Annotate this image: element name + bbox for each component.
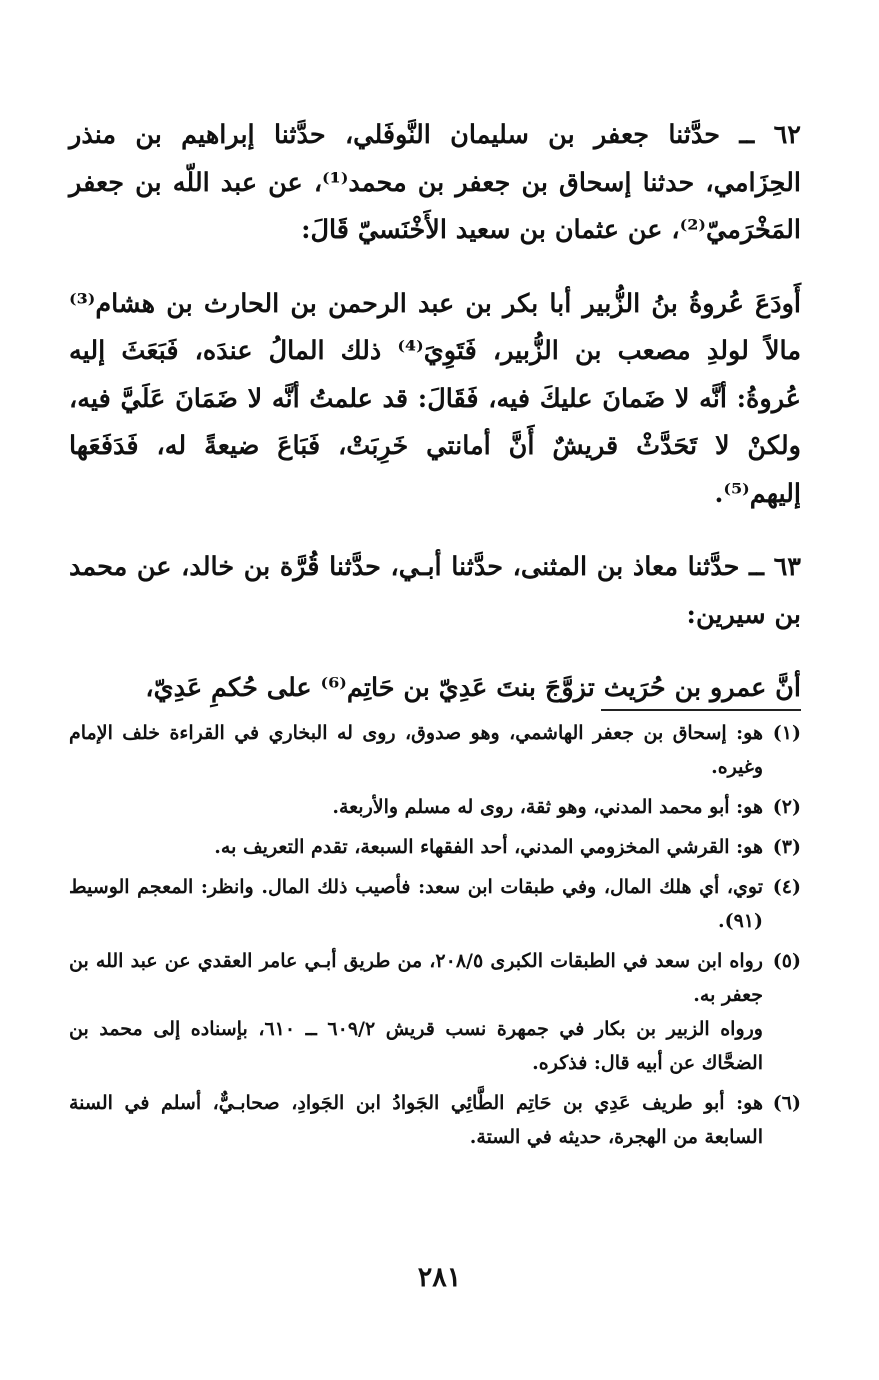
footnote-number: (٥) [772,950,801,972]
footnote-5 [69,944,801,1080]
hadith-63-text: أنَّ عمرو بن حُرَيث تزوَّجَ بنتَ عَدِيّ بن حَاتِم⁽⁶⁾ على حُكمِ عَدِيّ، [145,673,801,703]
footnote-4 [69,870,801,938]
footnotes [69,716,801,1160]
footnote-text: رواه ابن سعد في الطبقات الكبرى ٢٠٨/٥، من طريق أبـي عامر العقدي عن عبد الله بن جعفر به. [69,950,763,1006]
footnote-text: هو: أبو محمد المدني، وهو ثقة، روى له مسلم والأربعة. [332,796,763,818]
footnote-6 [69,1086,801,1154]
page-number: ٢٨١ [417,1262,462,1293]
footnote-text: هو: إسحاق بن جعفر الهاشمي، وهو صدوق، روى له البخاري في القراءة خلف الإمام وغيره. [69,722,763,778]
footnote-1 [69,716,801,784]
footnote-3 [69,830,801,864]
footnote-number: (٦) [772,1092,801,1114]
footnote-number: (٤) [772,876,801,898]
footnote-2 [69,790,801,824]
footnote-number: (٣) [772,836,801,858]
footnote-divider [601,709,801,711]
footnote-number: (٢) [772,796,801,818]
footnote-number: (١) [772,722,801,744]
footnote-text: هو: القرشي المخزومي المدني، أحد الفقهاء السبعة، تقدم التعريف به. [214,836,763,858]
main-text [69,112,801,713]
footnote-text: هو: أبو طريف عَدِي بن حَاتِم الطَّائِي الجَوادُ ابن الجَوادِ، صحابـيٌّ، أسلم في السنة السابعة من الهجرة، حديثه في الستة. [69,1092,763,1148]
hadith-62-chain: ٦٢ ــ حدَّثنا جعفر بن سليمان النَّوفَلي، حدَّثنا إبراهيم بن منذر الحِزَامي، حدثنا إسحاق بن جعفر بن محمد⁽¹⁾، عن عبد اللّه بن جعفر المَخْرَميّ⁽²⁾، عن عثمان بن سعيد الأَخْنَسيّ قَالَ: [69,120,801,245]
footnote-text: ورواه الزبير بن بكار في جمهرة نسب قريش ٦٠٩/٢ ــ ٦١٠، بإسناده إلى محمد بن الضحَّاك عن أبيه قال: فذكره. [69,1018,763,1074]
footnote-text: توي، أي هلك المال، وفي طبقات ابن سعد: فأصيب ذلك المال. وانظر: المعجم الوسيط (٩١). [69,876,763,932]
hadith-63-chain: ٦٣ ــ حدَّثنا معاذ بن المثنى، حدَّثنا أبـي، حدَّثنا قُرَّة بن خالد، عن محمد بن سيرين: [69,552,801,630]
hadith-62-text: أَودَعَ عُروةُ بنُ الزُّبير أبا بكر بن عبد الرحمن بن الحارث بن هشام⁽³⁾ مالاً لولدِ مصعب بن الزُّبير، فَتَوِيَ⁽⁴⁾ ذلك المالُ عندَه، فَبَعَثَ إليه عُروةُ: أنَّه لا ضَمانَ عليكَ فيه، فَقَالَ: قد علمتُ أنَّه لا ضَمَانَ عَلَيَّ فيه، ولكنْ لا تَحَدَّثْ قريشٌ أَنَّ أمانتي خَرِبَتْ، فَبَاعَ ضيعةً له، فَدَفَعَها إليهم⁽⁵⁾. [69,288,801,509]
